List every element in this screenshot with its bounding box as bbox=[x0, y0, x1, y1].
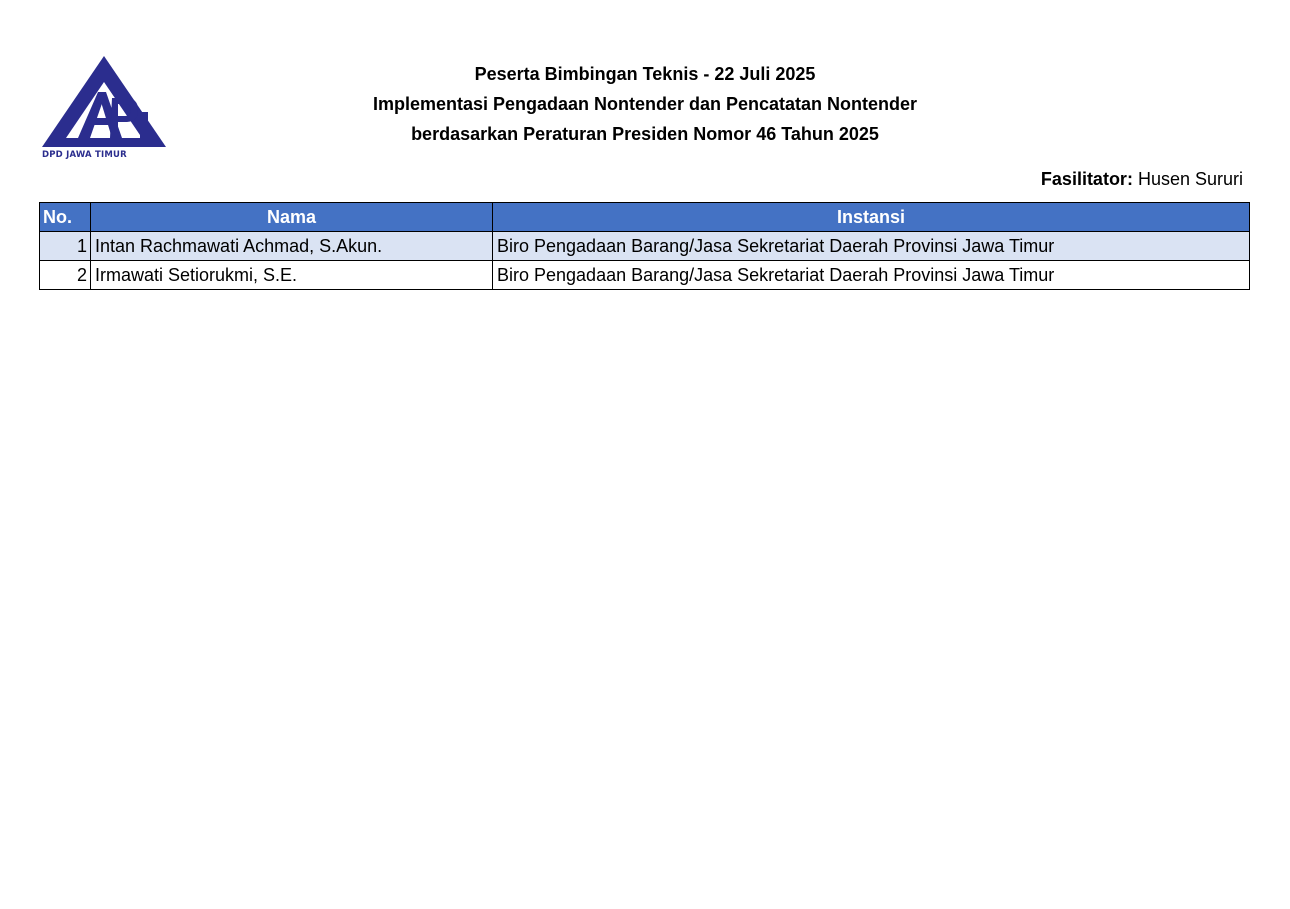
table-header-row bbox=[40, 203, 1250, 232]
column-header-no: No. bbox=[40, 203, 91, 232]
facilitator-info bbox=[1041, 166, 1243, 192]
iapi-logo-icon bbox=[38, 52, 170, 152]
facilitator-label: Fasilitator: bbox=[1040, 169, 1133, 189]
document-title bbox=[250, 59, 1040, 149]
participants-table bbox=[39, 202, 1250, 290]
facilitator-name: Husen Sururi bbox=[1137, 169, 1243, 189]
title-line-2: Implementasi Pengadaan Nontender dan Pencatatan Nontender bbox=[372, 94, 918, 114]
cell-instansi: Biro Pengadaan Barang/Jasa Sekretariat Daerah Provinsi Jawa Timur bbox=[493, 232, 1250, 261]
cell-instansi: Biro Pengadaan Barang/Jasa Sekretariat Daerah Provinsi Jawa Timur bbox=[493, 261, 1250, 290]
organization-logo bbox=[38, 52, 170, 164]
table-row bbox=[40, 261, 1250, 290]
cell-nama: Intan Rachmawati Achmad, S.Akun. bbox=[91, 232, 493, 261]
column-header-nama: Nama bbox=[91, 203, 493, 232]
cell-no: 1 bbox=[40, 232, 91, 261]
title-line-1: Peserta Bimbingan Teknis - 22 Juli 2025 bbox=[474, 64, 816, 84]
logo-caption: DPD JAWA TIMUR bbox=[42, 150, 127, 160]
title-line-3: berdasarkan Peraturan Presiden Nomor 46 Tahun 2025 bbox=[411, 124, 879, 144]
column-header-instansi: Instansi bbox=[493, 203, 1250, 232]
table-row bbox=[40, 232, 1250, 261]
cell-no: 2 bbox=[40, 261, 91, 290]
cell-nama: Irmawati Setiorukmi, S.E. bbox=[91, 261, 493, 290]
